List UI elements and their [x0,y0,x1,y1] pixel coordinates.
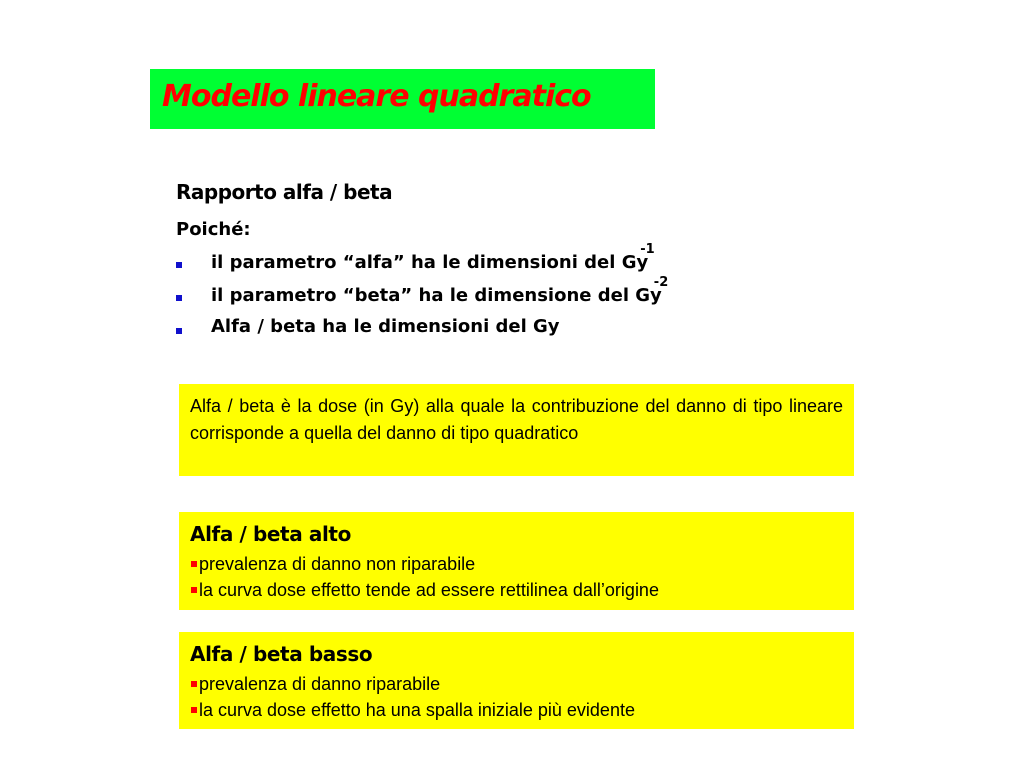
alto-heading: Alfa / beta alto [190,522,351,546]
bullet-text: Alfa / beta ha le dimensioni del Gy [211,316,560,337]
definition-box [179,384,854,476]
exponent: -1 [640,242,655,257]
item-text: prevalenza di danno riparabile [199,674,441,694]
bullet-square-icon [176,328,182,334]
list-item [190,578,843,604]
basso-box [179,632,854,729]
alto-box [179,512,854,610]
bullet-text: il parametro “alfa” ha le dimensioni del Gy [211,252,649,273]
bullet-square-icon [191,587,197,593]
item-text: prevalenza di danno non riparabile [199,554,476,574]
item-text: la curva dose effetto ha una spalla iniziale più evidente [199,700,635,720]
list-item [190,552,843,578]
section-heading: Rapporto alfa / beta [176,180,393,204]
basso-heading: Alfa / beta basso [190,642,373,666]
intro-text: Poiché: [176,219,251,240]
bullet-square-icon [176,295,182,301]
bullet-square-icon [176,262,182,268]
list-item [190,672,843,698]
bullet-text: il parametro “beta” ha le dimensione del Gy [211,285,662,306]
bullet-square-icon [191,561,197,567]
title-banner [150,69,655,129]
definition-text: Alfa / beta è la dose (in Gy) alla quale la contribuzione del danno di tipo lineare corrisponde a quella del danno di tipo quadratico [190,396,843,443]
slide-title: Modello lineare quadratico [162,79,591,114]
item-text: la curva dose effetto tende ad essere rettilinea dall’origine [199,580,659,600]
list-item [190,698,843,724]
bullet-square-icon [191,707,197,713]
exponent: -2 [653,275,669,290]
bullet-square-icon [191,681,197,687]
